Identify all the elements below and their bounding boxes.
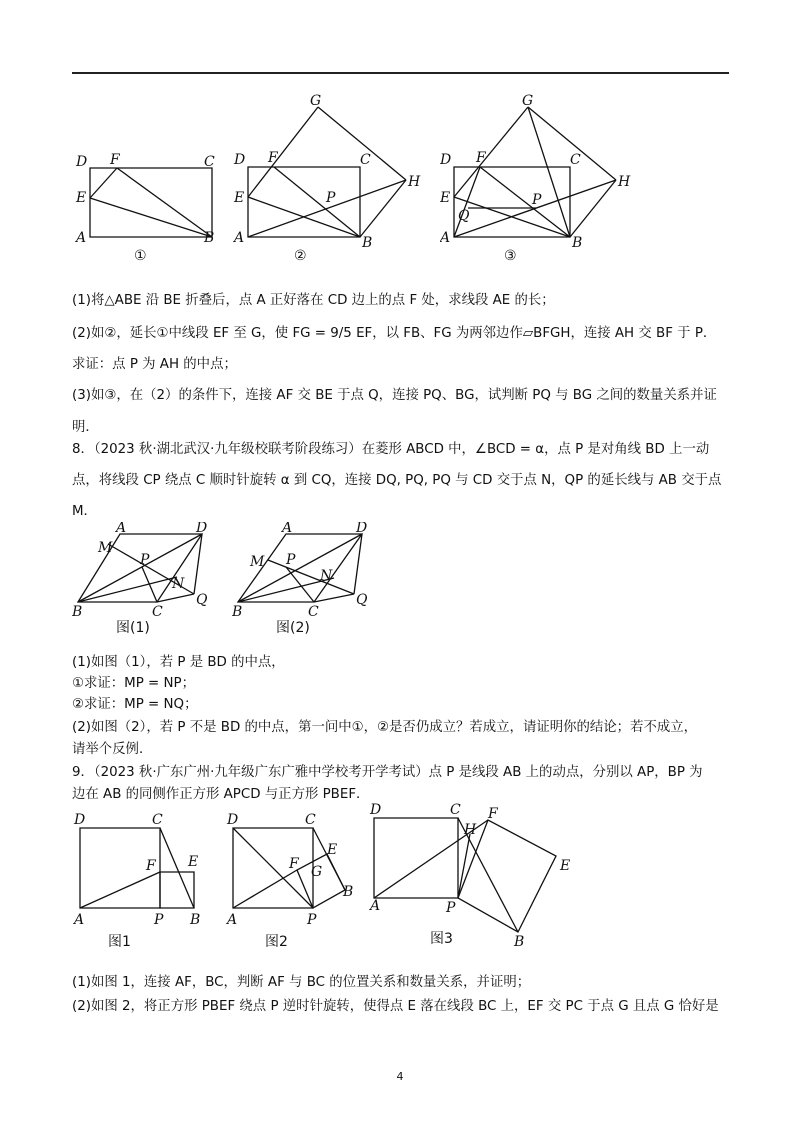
header-rule — [72, 72, 729, 74]
label-A: A — [440, 230, 451, 246]
label-D: D — [227, 812, 239, 828]
label-B: B — [572, 235, 583, 251]
q8-figure-1 — [72, 522, 222, 637]
q8-stem-line3: M． — [72, 504, 97, 519]
figure-2 — [232, 92, 432, 264]
label-N: N — [172, 576, 185, 592]
q8-stem-line1: 8．（2023 秋·湖北武汉·九年级校联考阶段练习）在菱形 ABCD 中，∠BCD = α，点 P 是对角线 BD 上一动 — [72, 442, 710, 457]
q9-part1: (1)如图 1，连接 AF，BC，判断 AF 与 BC 的位置关系和数量关系，并证明； — [72, 975, 531, 990]
label-C: C — [152, 812, 163, 828]
label-C: C — [570, 152, 581, 168]
label-M: M — [250, 554, 265, 570]
label-B: B — [514, 934, 525, 950]
label-B: B — [232, 604, 243, 620]
figure-3 — [440, 92, 640, 264]
label-Q: Q — [196, 592, 208, 608]
q9-stem-line1: 9．（2023 秋·广东广州·九年级广东广雅中学校考开学考试）点 P 是线段 AB 上的动点，分别以 AP，BP 为 — [72, 765, 703, 780]
label-M: M — [98, 540, 113, 556]
label-E: E — [440, 190, 451, 206]
q9-figure-3 — [368, 800, 588, 950]
label-P: P — [286, 552, 296, 568]
label-B: B — [72, 604, 83, 620]
q9-caption-2: 图2 — [265, 934, 288, 950]
label-H: H — [464, 822, 477, 838]
label-B: B — [343, 884, 354, 900]
label-E: E — [234, 190, 245, 206]
q9-figure-1 — [72, 810, 212, 950]
label-A: A — [370, 898, 381, 914]
q9-part2: (2)如图 2，将正方形 PBEF 绕点 P 逆时针旋转，使得点 E 落在线段 BC 上，EF 交 PC 于点 G 且点 G 恰好是 — [72, 999, 719, 1014]
label-A: A — [116, 522, 127, 536]
figure-1 — [72, 150, 222, 265]
q8-part2: (2)如图（2），若 P 不是 BD 的中点，第一问中①，②是否仍成立？若成立，请证明你的结论；若不成立， — [72, 720, 698, 735]
label-D: D — [234, 152, 246, 168]
caption-1: ① — [134, 248, 147, 264]
label-F: F — [289, 856, 299, 872]
label-P: P — [326, 190, 336, 206]
q7-part2: (2)如②，延长①中线段 EF 至 G，使 FG = 9/5 EF，以 FB、FG 为两邻边作▱BFGH，连接 AH 交 BF 于 P． — [72, 326, 717, 341]
q7-part3: (3)如③，在（2）的条件下，连接 AF 交 BE 于点 Q，连接 PQ、BG，试判断 PQ 与 BG 之间的数量关系并证 — [72, 388, 717, 403]
label-E: E — [76, 190, 87, 206]
q8-part1-b: ②求证：MP = NQ； — [72, 697, 198, 712]
label-A: A — [227, 912, 238, 928]
q9-figure-3-caption — [430, 928, 470, 948]
label-F: F — [476, 150, 486, 166]
label-Q: Q — [458, 208, 470, 224]
label-P: P — [307, 912, 317, 928]
label-E: E — [327, 842, 338, 858]
q8-figure-2 — [232, 522, 382, 637]
q7-part2-proof: 求证：点 P 为 AH 的中点； — [72, 357, 237, 372]
label-H: H — [408, 174, 421, 190]
label-D: D — [356, 522, 368, 536]
label-D: D — [196, 522, 208, 536]
label-P: P — [532, 192, 542, 208]
label-G: G — [522, 93, 534, 109]
label-C: C — [204, 154, 215, 170]
label-A: A — [76, 230, 87, 246]
label-E: E — [188, 854, 199, 870]
label-B: B — [362, 235, 373, 251]
q9-caption-1: 图1 — [108, 934, 131, 950]
q9-figure-2 — [225, 810, 365, 950]
label-B: B — [190, 912, 201, 928]
q9-stem-line2: 边在 AB 的同侧作正方形 APCD 与正方形 PBEF． — [72, 787, 370, 802]
label-P: P — [446, 900, 456, 916]
q8-part2-cont: 请举个反例． — [72, 742, 153, 757]
label-B: B — [204, 230, 215, 246]
label-C: C — [450, 802, 461, 818]
label-E: E — [560, 858, 571, 874]
label-G: G — [311, 864, 323, 880]
label-P: P — [140, 552, 150, 568]
label-D: D — [76, 154, 88, 170]
q7-part3-cont: 明． — [72, 420, 99, 435]
q8-part1-a: ①求证：MP = NP； — [72, 676, 196, 691]
label-C: C — [305, 812, 316, 828]
q9-caption-3: 图3 — [430, 931, 453, 947]
label-C: C — [152, 604, 163, 620]
label-F: F — [110, 152, 120, 168]
label-F: F — [146, 858, 156, 874]
label-G: G — [310, 93, 322, 109]
label-F: F — [488, 806, 498, 822]
label-A: A — [74, 912, 85, 928]
q8-caption-2: 图(2) — [276, 620, 310, 636]
label-D: D — [370, 802, 382, 818]
label-A: A — [282, 522, 293, 536]
q7-part1: (1)将△ABE 沿 BE 折叠后，点 A 正好落在 CD 边上的点 F 处，求线段 AE 的长； — [72, 293, 555, 308]
label-D: D — [74, 812, 86, 828]
label-P: P — [154, 912, 164, 928]
q8-stem-line2: 点，将线段 CP 绕点 C 顺时针旋转 α 到 CQ，连接 DQ, PQ, PQ 与 CD 交于点 N，QP 的延长线与 AB 交于点 — [72, 473, 722, 488]
caption-3: ③ — [504, 248, 517, 264]
label-C: C — [360, 152, 371, 168]
label-A: A — [234, 230, 245, 246]
label-F: F — [268, 150, 278, 166]
label-N: N — [320, 568, 333, 584]
label-Q: Q — [356, 592, 368, 608]
page-number: 4 — [396, 1070, 404, 1083]
caption-2: ② — [294, 248, 307, 264]
q8-part1: (1)如图（1），若 P 是 BD 的中点， — [72, 655, 285, 670]
label-C: C — [308, 604, 319, 620]
label-D: D — [440, 152, 452, 168]
q8-caption-1: 图(1) — [116, 620, 150, 636]
label-H: H — [618, 174, 631, 190]
